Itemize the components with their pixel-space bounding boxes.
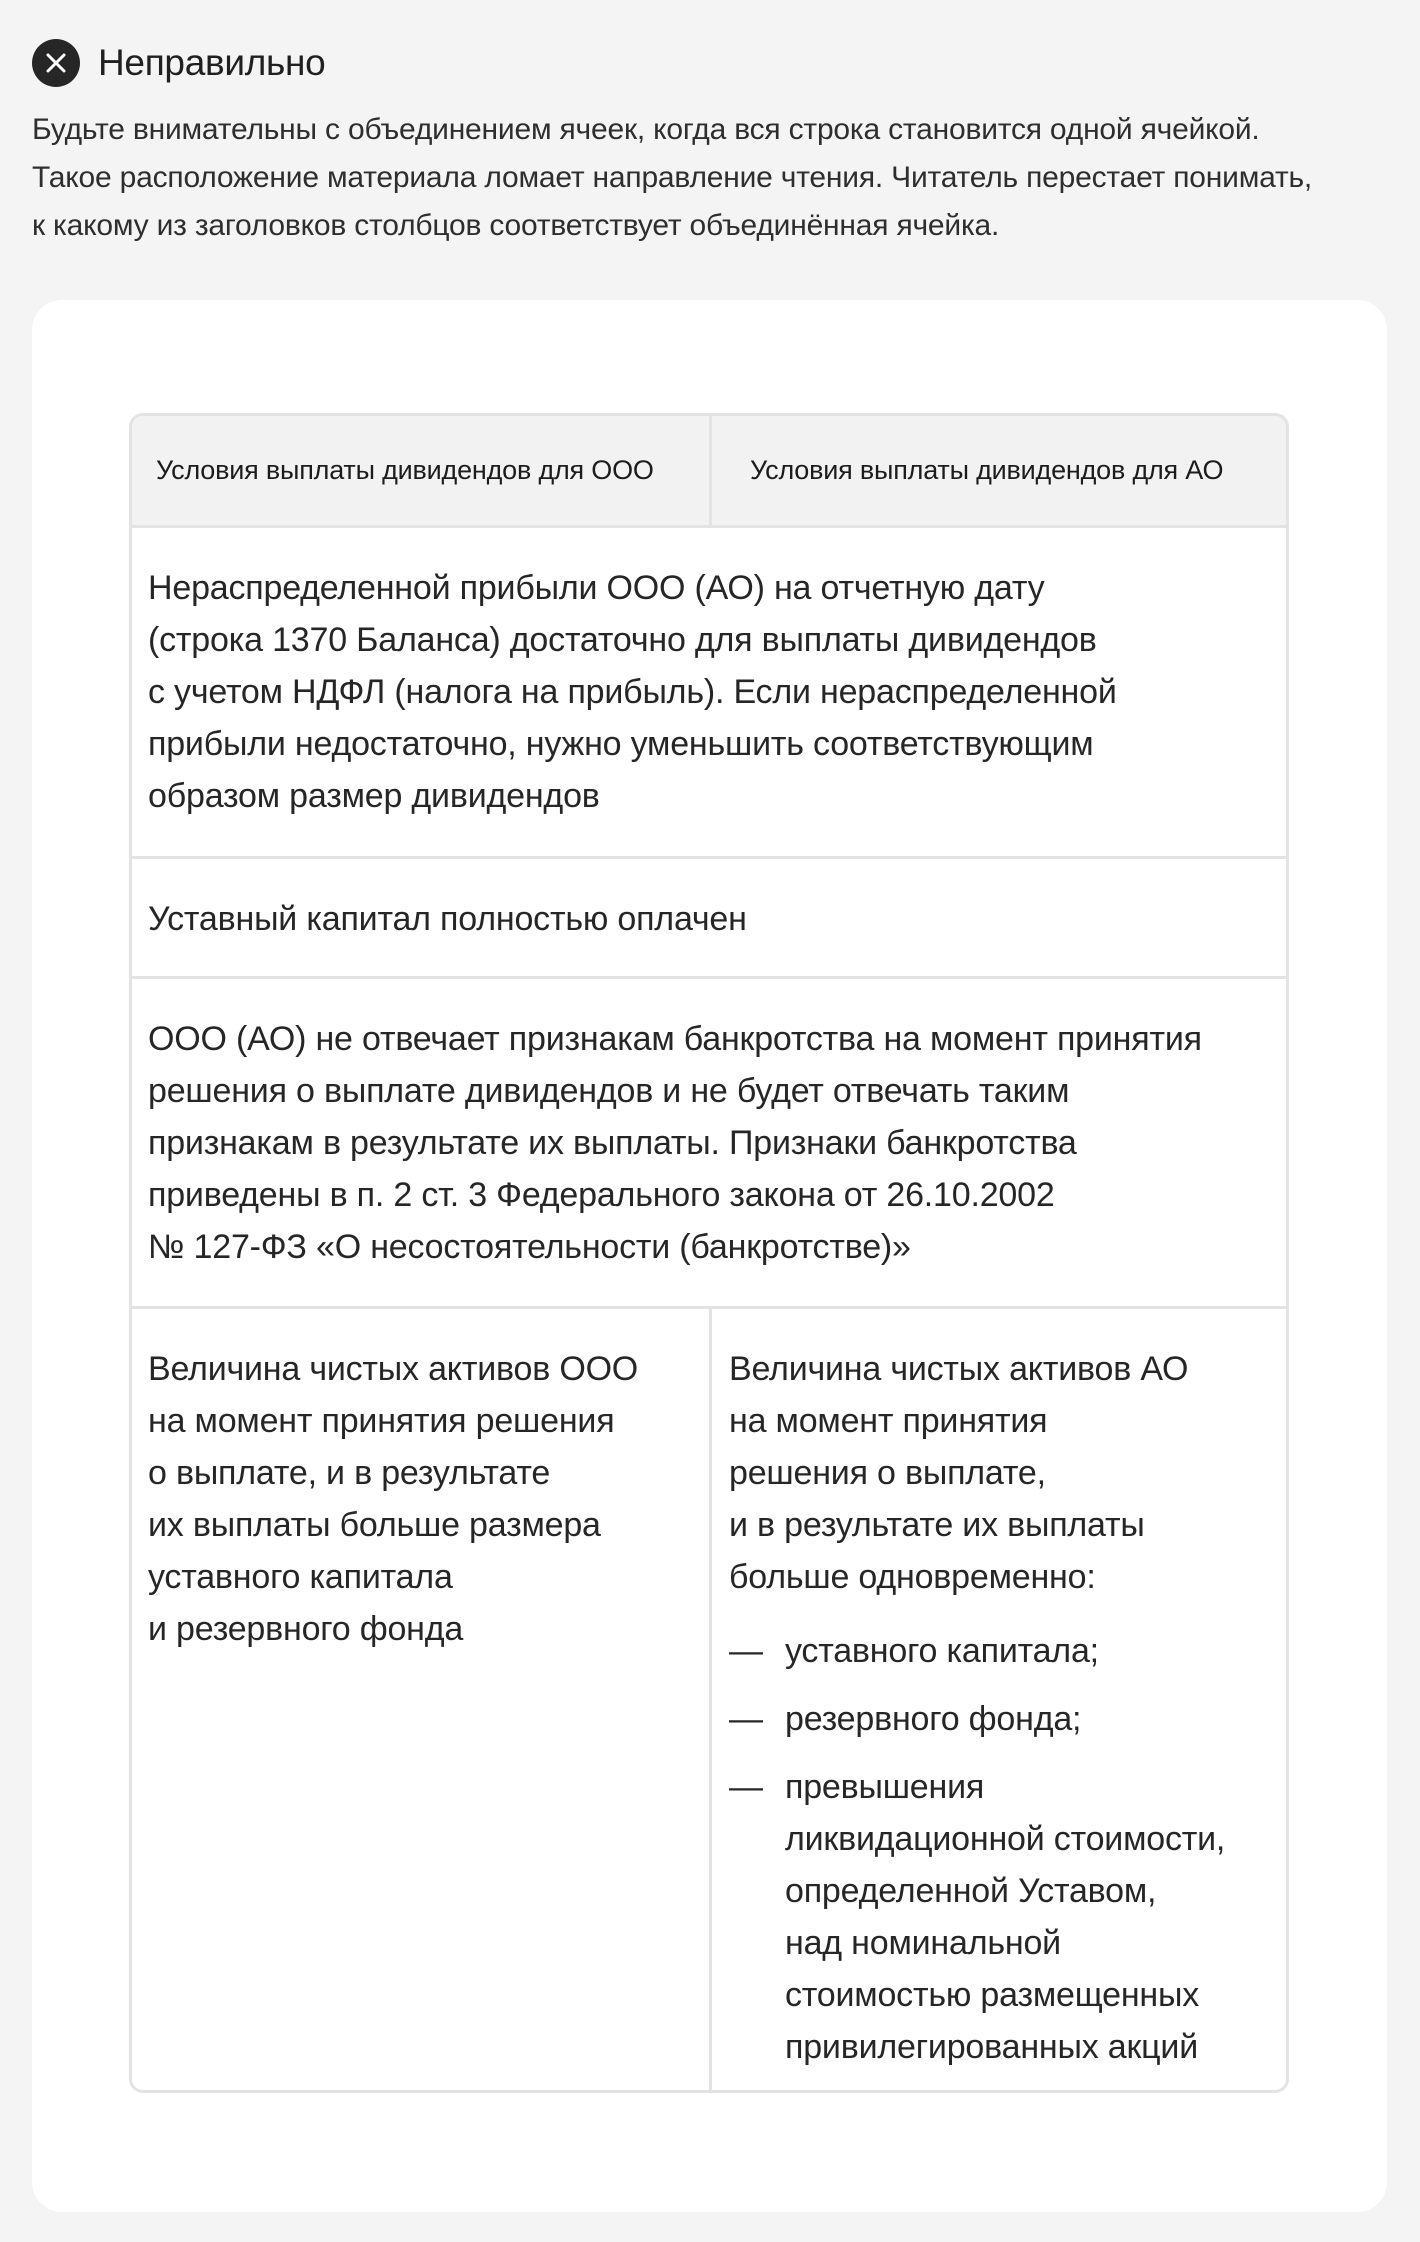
close-icon: [32, 39, 80, 87]
page-title: Неправильно: [98, 42, 326, 83]
cell-ooo-text: [148, 1343, 688, 1655]
cell-line: Величина чистых активов АО: [729, 1350, 1189, 1388]
cell-line: привилегированных акций: [785, 2028, 1198, 2066]
merged-row-retained-earnings: [132, 528, 1286, 859]
cell-line: признакам в результате их выплаты. Признаки банкротства: [148, 1124, 1077, 1162]
cell-line: их выплаты больше размера: [148, 1506, 601, 1544]
header: [32, 38, 325, 88]
description-line: к какому из заголовков столбцов соответствует объединённая ячейка.: [32, 209, 1000, 242]
cell-ao: [712, 1309, 1286, 2090]
close-icon-glyph: [45, 52, 67, 74]
cell-line: с учетом НДФЛ (налога на прибыль). Если нераспределенной: [148, 673, 1117, 711]
column-header-ao: Условия выплаты дивидендов для АО: [750, 455, 1224, 485]
cell-line: определенной Уставом,: [785, 1872, 1157, 1910]
cell-line: резервного фонда;: [785, 1700, 1082, 1738]
list-item: [729, 1625, 1274, 1677]
list-item: [729, 1693, 1274, 1745]
cell-line: ООО (АО) не отвечает признакам банкротства на момент принятия: [148, 1020, 1202, 1058]
merged-row-bankruptcy: [132, 979, 1286, 1309]
ao-conditions-list: [729, 1625, 1274, 2089]
cell-line: Нераспределенной прибыли ООО (АО) на отчетную дату: [148, 569, 1045, 607]
column-header-ooo: Условия выплаты дивидендов для ООО: [132, 416, 712, 525]
cell-line: о выплате, и в результате: [148, 1454, 551, 1492]
cell-line: больше одновременно:: [729, 1558, 1096, 1596]
cell-line: уставного капитала;: [785, 1632, 1099, 1670]
cell-line: на момент принятия решения: [148, 1402, 615, 1440]
cell-line: Величина чистых активов ООО: [148, 1350, 639, 1388]
cell-line: и резервного фонда: [148, 1610, 464, 1648]
cell-line: на момент принятия: [729, 1402, 1048, 1440]
example-card: [32, 300, 1387, 2212]
description-line: Такое расположение материала ломает направление чтения. Читатель перестает понимать,: [32, 161, 1313, 194]
dash-marker: —: [729, 1632, 763, 1670]
cell-line: (строка 1370 Баланса) достаточно для выплаты дивидендов: [148, 621, 1097, 659]
cell-line: над номинальной: [785, 1924, 1061, 1962]
description: [32, 106, 1402, 250]
split-row-net-assets: [132, 1309, 1286, 2090]
cell-line: приведены в п. 2 ст. 3 Федерального закона от 26.10.2002: [148, 1176, 1055, 1214]
cell-line: уставного капитала: [148, 1558, 453, 1596]
dash-marker: —: [729, 1768, 763, 1806]
merged-row-capital-paid: [132, 859, 1286, 979]
cell-line: Уставный капитал полностью оплачен: [148, 900, 747, 938]
merged-cell: [148, 1013, 1268, 1273]
cell-line: решения о выплате дивидендов и не будет отвечать таким: [148, 1072, 1070, 1110]
description-line: Будьте внимательны с объединением ячеек, когда вся строка становится одной ячейкой.: [32, 113, 1260, 146]
merged-cell: [148, 893, 1268, 945]
cell-ooo: [132, 1309, 712, 2090]
cell-line: ликвидационной стоимости,: [785, 1820, 1226, 1858]
cell-line: № 127-ФЗ «О несостоятельности (банкротстве)»: [148, 1228, 911, 1266]
cell-ao-intro: [729, 1343, 1269, 1603]
cell-line: стоимостью размещенных: [785, 1976, 1200, 2014]
list-item: [729, 1761, 1274, 2073]
dividend-conditions-table: [129, 413, 1289, 2093]
cell-line: прибыли недостаточно, нужно уменьшить соответствующим: [148, 725, 1094, 763]
cell-line: решения о выплате,: [729, 1454, 1046, 1492]
dash-marker: —: [729, 1700, 763, 1738]
merged-cell: [148, 562, 1268, 822]
table-header: [132, 416, 1286, 528]
cell-line: образом размер дивидендов: [148, 777, 600, 815]
cell-line: и в результате их выплаты: [729, 1506, 1145, 1544]
cell-line: превышения: [785, 1768, 985, 1806]
